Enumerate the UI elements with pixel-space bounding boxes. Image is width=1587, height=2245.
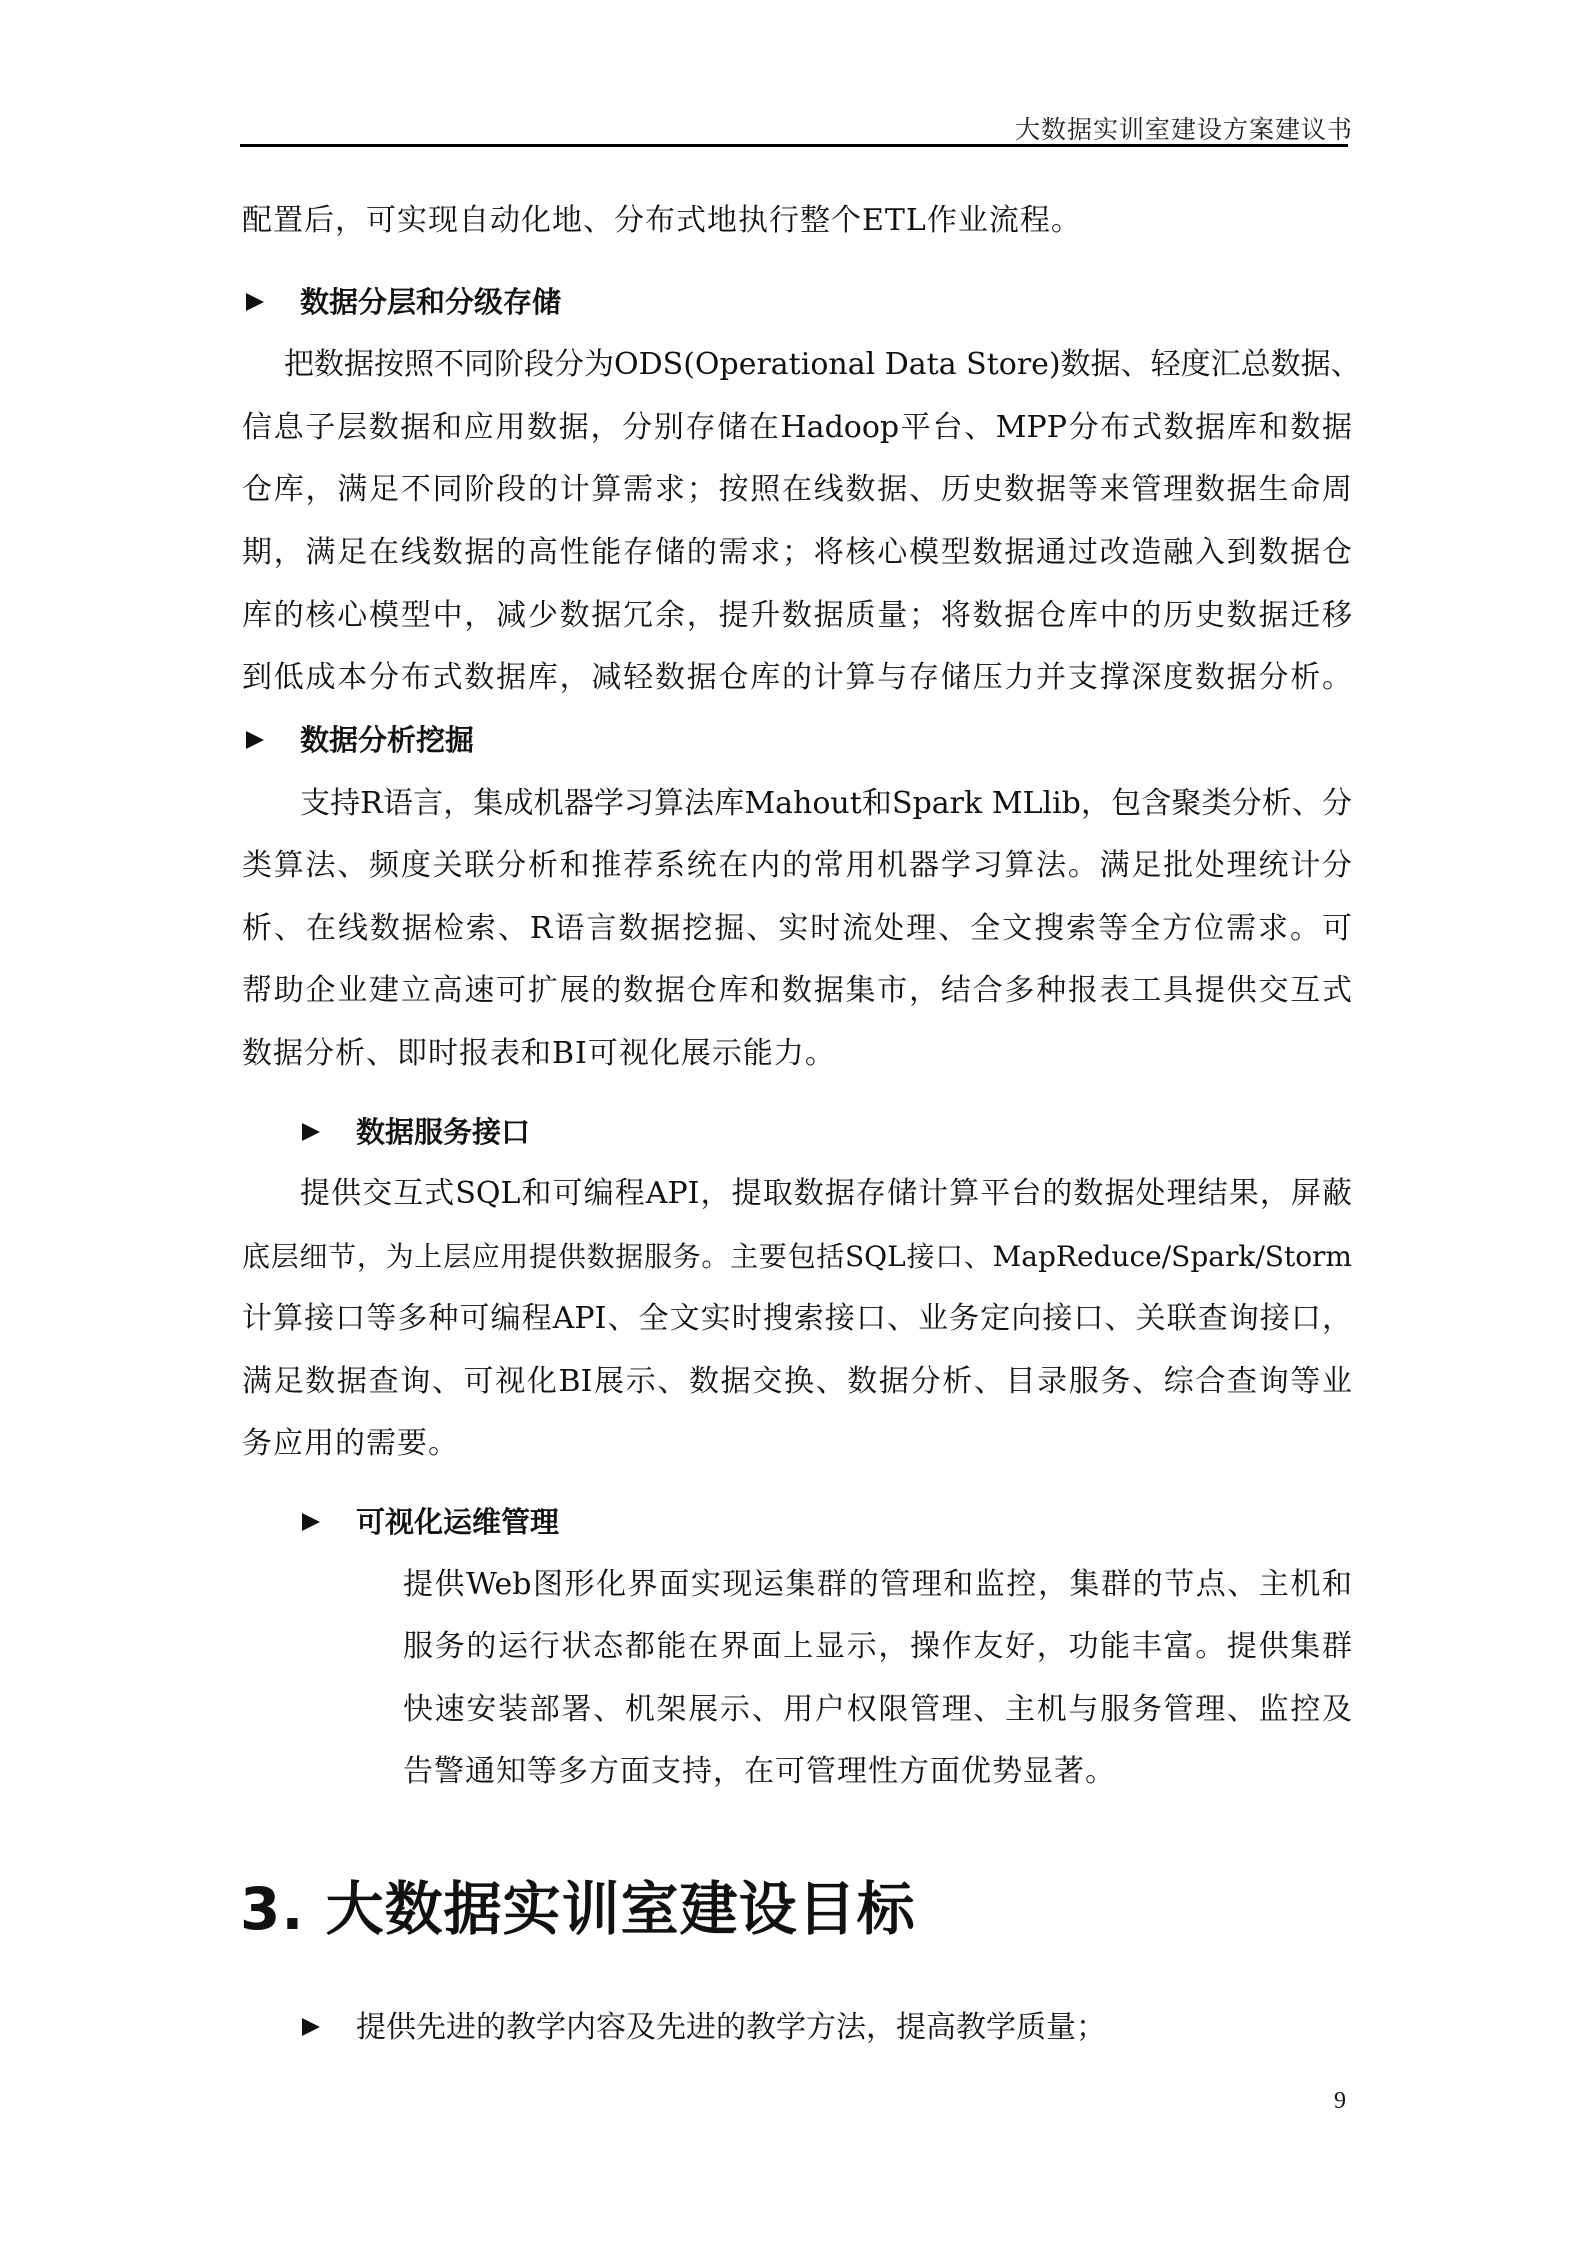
paragraph-line: 底层细节，为上层应用提供数据服务。主要包括SQL接口、MapReduce/Spark/Storm xyxy=(242,1240,1352,1273)
arrowhead-bullet-icon xyxy=(302,1513,320,1531)
paragraph-line: 配置后，可实现自动化地、分布式地执行整个ETL作业流程。 xyxy=(242,203,1082,238)
arrowhead-bullet-icon xyxy=(302,2018,320,2036)
paragraph-line: 仓库，满足不同阶段的计算需求；按照在线数据、历史数据等来管理数据生命周 xyxy=(242,472,1352,507)
paragraph-line: 计算接口等多种可编程API、全文实时搜索接口、业务定向接口、关联查询接口， xyxy=(242,1301,1352,1336)
paragraph-line: 提供交互式SQL和可编程API，提取数据存储计算平台的数据处理结果，屏蔽 xyxy=(300,1176,1352,1211)
goal-bullet-item: 提供先进的教学内容及先进的教学方法，提高教学质量； xyxy=(302,2008,1106,2048)
paragraph-line: 信息子层数据和应用数据，分别存储在Hadoop平台、MPP分布式数据库和数据 xyxy=(242,410,1352,445)
paragraph-line: 期，满足在线数据的高性能存储的需求；将核心模型数据通过改造融入到数据仓 xyxy=(242,535,1352,570)
arrowhead-bullet-icon xyxy=(246,731,264,749)
paragraph-line: 类算法、频度关联分析和推荐系统在内的常用机器学习算法。满足批处理统计分 xyxy=(242,848,1352,883)
paragraph-line: 帮助企业建立高速可扩展的数据仓库和数据集市，结合多种报表工具提供交互式 xyxy=(242,973,1352,1008)
paragraph-line: 库的核心模型中，减少数据冗余，提升数据质量；将数据仓库中的历史数据迁移 xyxy=(242,598,1352,633)
header-divider xyxy=(240,144,1348,147)
paragraph-line: 数据分析、即时报表和BI可视化展示能力。 xyxy=(242,1036,836,1071)
paragraph-line: 支持R语言，集成机器学习算法库Mahout和Spark MLlib，包含聚类分析、分 xyxy=(300,786,1352,821)
paragraph-line: 务应用的需要。 xyxy=(242,1426,459,1461)
paragraph-line: 服务的运行状态都能在界面上显示，操作友好，功能丰富。提供集群 xyxy=(403,1629,1352,1664)
paragraph-line: 快速安装部署、机架展示、用户权限管理、主机与服务管理、监控及 xyxy=(403,1692,1352,1727)
chapter-heading: 3. 大数据实训室建设目标 xyxy=(240,1875,916,1943)
section-heading-data-mining: 数据分析挖掘 xyxy=(246,720,474,761)
arrowhead-bullet-icon xyxy=(302,1123,320,1141)
paragraph-line: 满足数据查询、可视化BI展示、数据交换、数据分析、目录服务、综合查询等业 xyxy=(242,1364,1352,1399)
paragraph-line: 告警通知等多方面支持，在可管理性方面优势显著。 xyxy=(403,1754,1116,1789)
arrowhead-bullet-icon xyxy=(246,293,264,311)
paragraph-line: 到低成本分布式数据库，减轻数据仓库的计算与存储压力并支撑深度数据分析。 xyxy=(242,660,1352,695)
section-heading-data-service-interface: 数据服务接口 xyxy=(302,1112,530,1153)
paragraph-line: 把数据按照不同阶段分为ODS(Operational Data Store)数据、轻度汇总数据、 xyxy=(284,347,1361,382)
running-header: 大数据实训室建设方案建议书 xyxy=(1014,115,1353,144)
page-number: 9 xyxy=(1334,2088,1346,2114)
paragraph-line: 析、在线数据检索、R语言数据挖掘、实时流处理、全文搜索等全方位需求。可 xyxy=(242,911,1352,946)
section-heading-data-layering: 数据分层和分级存储 xyxy=(246,282,561,323)
paragraph-line: 提供Web图形化界面实现运集群的管理和监控，集群的节点、主机和 xyxy=(403,1567,1352,1602)
section-heading-visual-ops-management: 可视化运维管理 xyxy=(302,1502,559,1543)
